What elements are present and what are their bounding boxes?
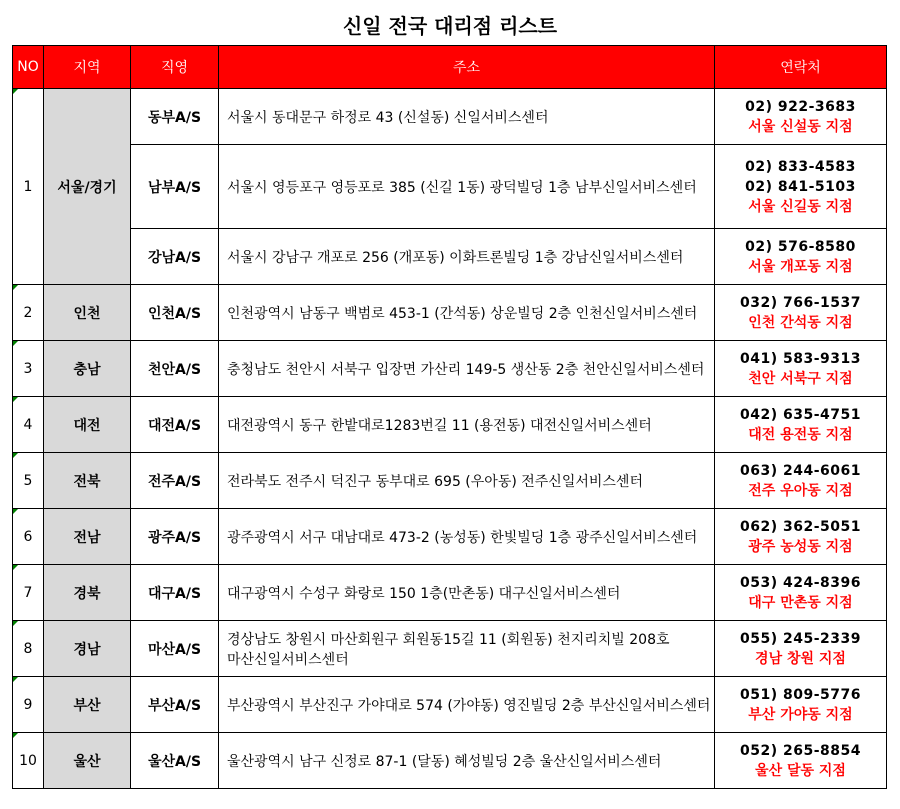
store-name: 부산 가야동 지점: [748, 706, 853, 723]
address-cell: [219, 621, 715, 677]
store-name: 서울 신설동 지점: [748, 118, 853, 135]
phone-number: 052) 265-8854: [740, 742, 861, 759]
region-cell: 전남: [44, 509, 131, 565]
address-cell: 부산광역시 부산진구 가야대로 574 (가야동) 영진빌딩 2층 부산신일서비스센터: [219, 677, 715, 733]
region-cell: 대전: [44, 397, 131, 453]
contact-cell: [715, 733, 887, 789]
page-title: 신일 전국 대리점 리스트: [342, 14, 558, 38]
address-cell: 울산광역시 남구 신정로 87-1 (달동) 혜성빌딩 2층 울산신일서비스센터: [219, 733, 715, 789]
branch-cell: 남부A/S: [131, 145, 219, 229]
store-name: 인천 간석동 지점: [748, 314, 853, 331]
address-line: 경상남도 창원시 마산회원구 회원동15길 11 (회원동) 천지리치빌 208호: [227, 631, 670, 648]
row-number: 8: [13, 621, 44, 677]
row-number: 9: [13, 677, 44, 733]
branch-cell: 대전A/S: [131, 397, 219, 453]
header-direct: 직영: [131, 46, 219, 89]
header-no: NO: [13, 46, 44, 89]
cell-marker: [13, 677, 18, 682]
phone-number: 032) 766-1537: [740, 294, 861, 311]
region-cell: 울산: [44, 733, 131, 789]
region-cell: 서울/경기: [44, 89, 131, 285]
region-cell: 경북: [44, 565, 131, 621]
phone-number: 02) 841-5103: [745, 178, 856, 195]
contact-cell: [715, 453, 887, 509]
branch-cell: 대구A/S: [131, 565, 219, 621]
store-name: 대구 만촌동 지점: [748, 594, 853, 611]
address-cell: 충청남도 천안시 서북구 입장면 가산리 149-5 생산동 2층 천안신일서비스센터: [219, 341, 715, 397]
contact-cell: [715, 565, 887, 621]
region-cell: 전북: [44, 453, 131, 509]
region-cell: 경남: [44, 621, 131, 677]
table-row: [13, 285, 887, 341]
address-cell: 서울시 영등포구 영등포로 385 (신길 1동) 광덕빌딩 1층 남부신일서비스센터: [219, 145, 715, 229]
table-row: [13, 453, 887, 509]
header-row: [13, 46, 887, 89]
phone-number: 053) 424-8396: [740, 574, 861, 591]
phone-number: 063) 244-6061: [740, 462, 861, 479]
address-cell: 인천광역시 남동구 백범로 453-1 (간석동) 상운빌딩 2층 인천신일서비스센터: [219, 285, 715, 341]
contact-cell: [715, 341, 887, 397]
address-cell: 광주광역시 서구 대남대로 473-2 (농성동) 한빛빌딩 1층 광주신일서비스센터: [219, 509, 715, 565]
table-row: [13, 397, 887, 453]
contact-cell: [715, 229, 887, 285]
address-cell: 서울시 강남구 개포로 256 (개포동) 이화트론빌딩 1층 강남신일서비스센터: [219, 229, 715, 285]
table-row: [13, 145, 887, 229]
region-cell: 인천: [44, 285, 131, 341]
dealer-table: [12, 45, 887, 789]
cell-marker: [13, 341, 18, 346]
table-row: [13, 89, 887, 145]
address-cell: 대전광역시 동구 한밭대로1283번길 11 (용전동) 대전신일서비스센터: [219, 397, 715, 453]
table-row: [13, 229, 887, 285]
contact-cell: [715, 621, 887, 677]
phone-number: 062) 362-5051: [740, 518, 861, 535]
store-name: 서울 개포동 지점: [748, 258, 853, 275]
branch-cell: 부산A/S: [131, 677, 219, 733]
table-row: [13, 733, 887, 789]
phone-number: 02) 576-8580: [745, 238, 856, 255]
region-cell: 부산: [44, 677, 131, 733]
row-number: 10: [13, 733, 44, 789]
row-number: 1: [13, 89, 44, 285]
cell-marker: [13, 89, 18, 94]
store-name: 천안 서북구 지점: [748, 370, 853, 387]
store-name: 울산 달동 지점: [755, 762, 846, 779]
phone-number: 041) 583-9313: [740, 350, 861, 367]
cell-marker: [13, 397, 18, 402]
branch-cell: 천안A/S: [131, 341, 219, 397]
cell-marker: [13, 565, 18, 570]
branch-cell: 강남A/S: [131, 229, 219, 285]
address-cell: 전라북도 전주시 덕진구 동부대로 695 (우아동) 전주신일서비스센터: [219, 453, 715, 509]
contact-cell: [715, 677, 887, 733]
contact-cell: [715, 285, 887, 341]
contact-cell: [715, 89, 887, 145]
header-contact: 연락처: [715, 46, 887, 89]
phone-number: 02) 833-4583: [745, 158, 856, 175]
header-address: 주소: [219, 46, 715, 89]
table-row: [13, 565, 887, 621]
address-line: 마산신일서비스센터: [227, 651, 349, 668]
address-cell: 서울시 동대문구 하정로 43 (신설동) 신일서비스센터: [219, 89, 715, 145]
row-number: 7: [13, 565, 44, 621]
cell-marker: [13, 285, 18, 290]
contact-cell: [715, 509, 887, 565]
phone-number: 02) 922-3683: [745, 98, 856, 115]
cell-marker: [13, 733, 18, 738]
header-region: 지역: [44, 46, 131, 89]
branch-cell: 전주A/S: [131, 453, 219, 509]
table-row: [13, 677, 887, 733]
branch-cell: 광주A/S: [131, 509, 219, 565]
contact-cell: [715, 397, 887, 453]
row-number: 5: [13, 453, 44, 509]
store-name: 대전 용전동 지점: [748, 426, 853, 443]
store-name: 광주 농성동 지점: [748, 538, 853, 555]
row-number: 4: [13, 397, 44, 453]
phone-number: 042) 635-4751: [740, 406, 861, 423]
row-number: 6: [13, 509, 44, 565]
store-name: 서울 신길동 지점: [748, 198, 853, 215]
cell-marker: [13, 453, 18, 458]
branch-cell: 동부A/S: [131, 89, 219, 145]
row-number: 3: [13, 341, 44, 397]
row-number: 2: [13, 285, 44, 341]
table-row: [13, 621, 887, 677]
contact-cell: [715, 145, 887, 229]
branch-cell: 울산A/S: [131, 733, 219, 789]
store-name: 전주 우아동 지점: [748, 482, 853, 499]
store-name: 경남 창원 지점: [755, 650, 846, 667]
branch-cell: 마산A/S: [131, 621, 219, 677]
phone-number: 055) 245-2339: [740, 630, 861, 647]
table-row: [13, 509, 887, 565]
branch-cell: 인천A/S: [131, 285, 219, 341]
table-row: [13, 341, 887, 397]
phone-number: 051) 809-5776: [740, 686, 861, 703]
region-cell: 충남: [44, 341, 131, 397]
cell-marker: [13, 621, 18, 626]
cell-marker: [13, 509, 18, 514]
address-cell: 대구광역시 수성구 화랑로 150 1층(만촌동) 대구신일서비스센터: [219, 565, 715, 621]
